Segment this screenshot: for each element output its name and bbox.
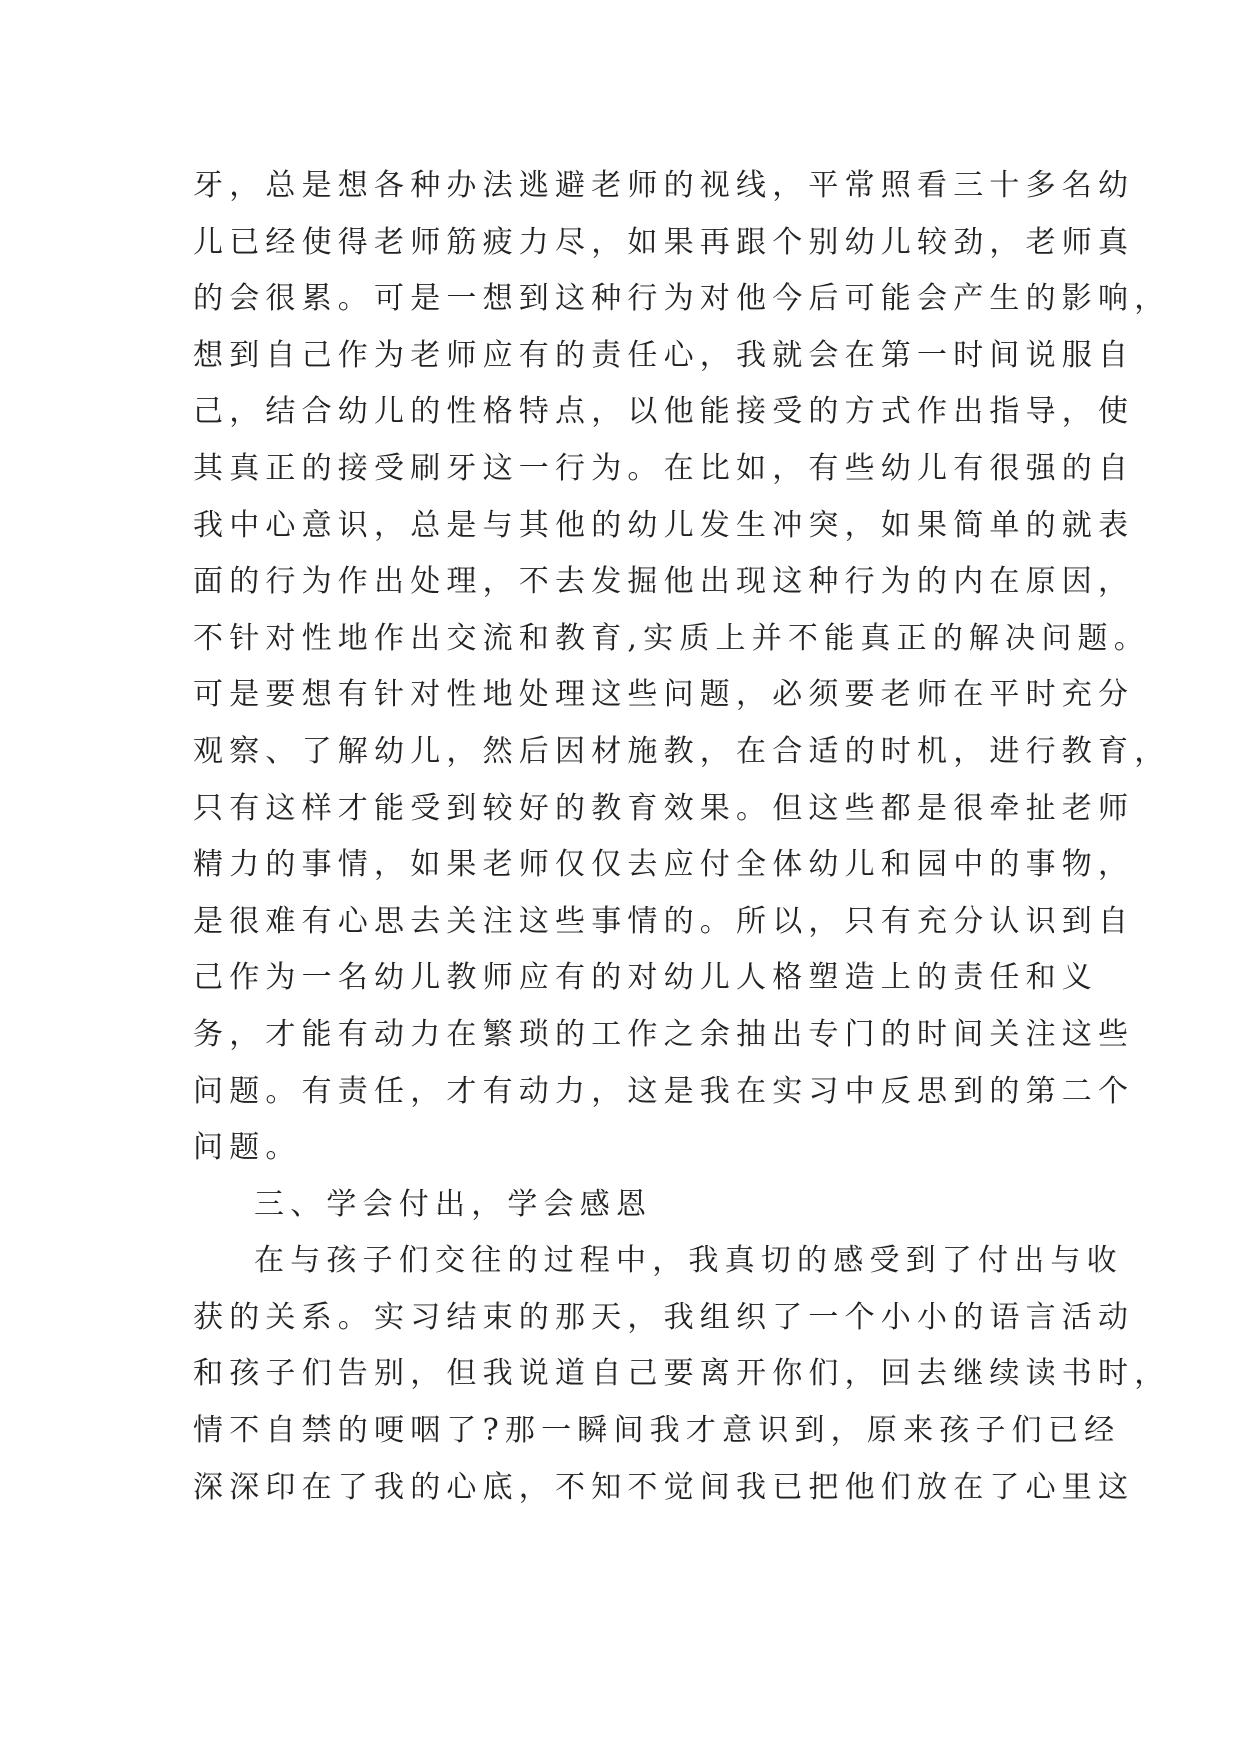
text-line: 是很难有心思去关注这些事情的。所以，只有充分认识到自 <box>193 903 1135 939</box>
text-line: 深深印在了我的心底，不知不觉间我已把他们放在了心里这 <box>193 1469 1135 1505</box>
text-line: 面的行为作出处理，不去发掘他出现这种行为的内在原因， <box>193 564 1135 600</box>
text-line: 其真正的接受刷牙这一行为。在比如，有些幼儿有很强的自 <box>193 450 1135 486</box>
text-line: 牙，总是想各种办法逃避老师的视线，平常照看三十多名幼 <box>193 168 1135 203</box>
text-line: 情不自禁的哽咽了?那一瞬间我才意识到，原来孩子们已经 <box>193 1413 1121 1449</box>
text-line: 只有这样才能受到较好的教育效果。但这些都是很牵扯老师 <box>193 790 1135 826</box>
text-line: 精力的事情，如果老师仅仅去应付全体幼儿和园中的事物， <box>193 847 1135 883</box>
text-line: 问题。 <box>193 1130 302 1166</box>
section-heading: 三、学会付出，学会感恩 <box>254 1186 653 1222</box>
text-line: 想到自己作为老师应有的责任心，我就会在第一时间说服自 <box>193 337 1135 373</box>
text-line: 可是要想有针对性地处理这些问题，必须要老师在平时充分 <box>193 677 1135 713</box>
body-text <box>193 158 1171 1516</box>
text-line: 己作为一名幼儿教师应有的对幼儿人格塑造上的责任和义 <box>193 960 1098 996</box>
text-line: 务，才能有动力在繁琐的工作之余抽出专门的时间关注这些 <box>193 1016 1135 1052</box>
text-line: 问题。有责任，才有动力，这是我在实习中反思到的第二个 <box>193 1073 1135 1109</box>
text-line: 在与孩子们交往的过程中，我真切的感受到了付出与收 <box>254 1243 1123 1279</box>
text-line: 的会很累。可是一想到这种行为对他今后可能会产生的影响， <box>193 281 1171 317</box>
text-line: 己，结合幼儿的性格特点，以他能接受的方式作出指导，使 <box>193 394 1135 430</box>
text-line: 我中心意识，总是与其他的幼儿发生冲突，如果简单的就表 <box>193 507 1135 543</box>
text-line: 和孩子们告别，但我说道自己要离开你们，回去继续读书时， <box>193 1356 1171 1392</box>
text-line: 获的关系。实习结束的那天，我组织了一个小小的语言活动 <box>193 1299 1135 1335</box>
text-line: 儿已经使得老师筋疲力尽，如果再跟个别幼儿较劲，老师真 <box>193 224 1135 260</box>
text-line: 观察、了解幼儿，然后因材施教，在合适的时机，进行教育， <box>193 733 1171 769</box>
text-line: 不针对性地作出交流和教育,实质上并不能真正的解决问题。 <box>193 620 1150 656</box>
